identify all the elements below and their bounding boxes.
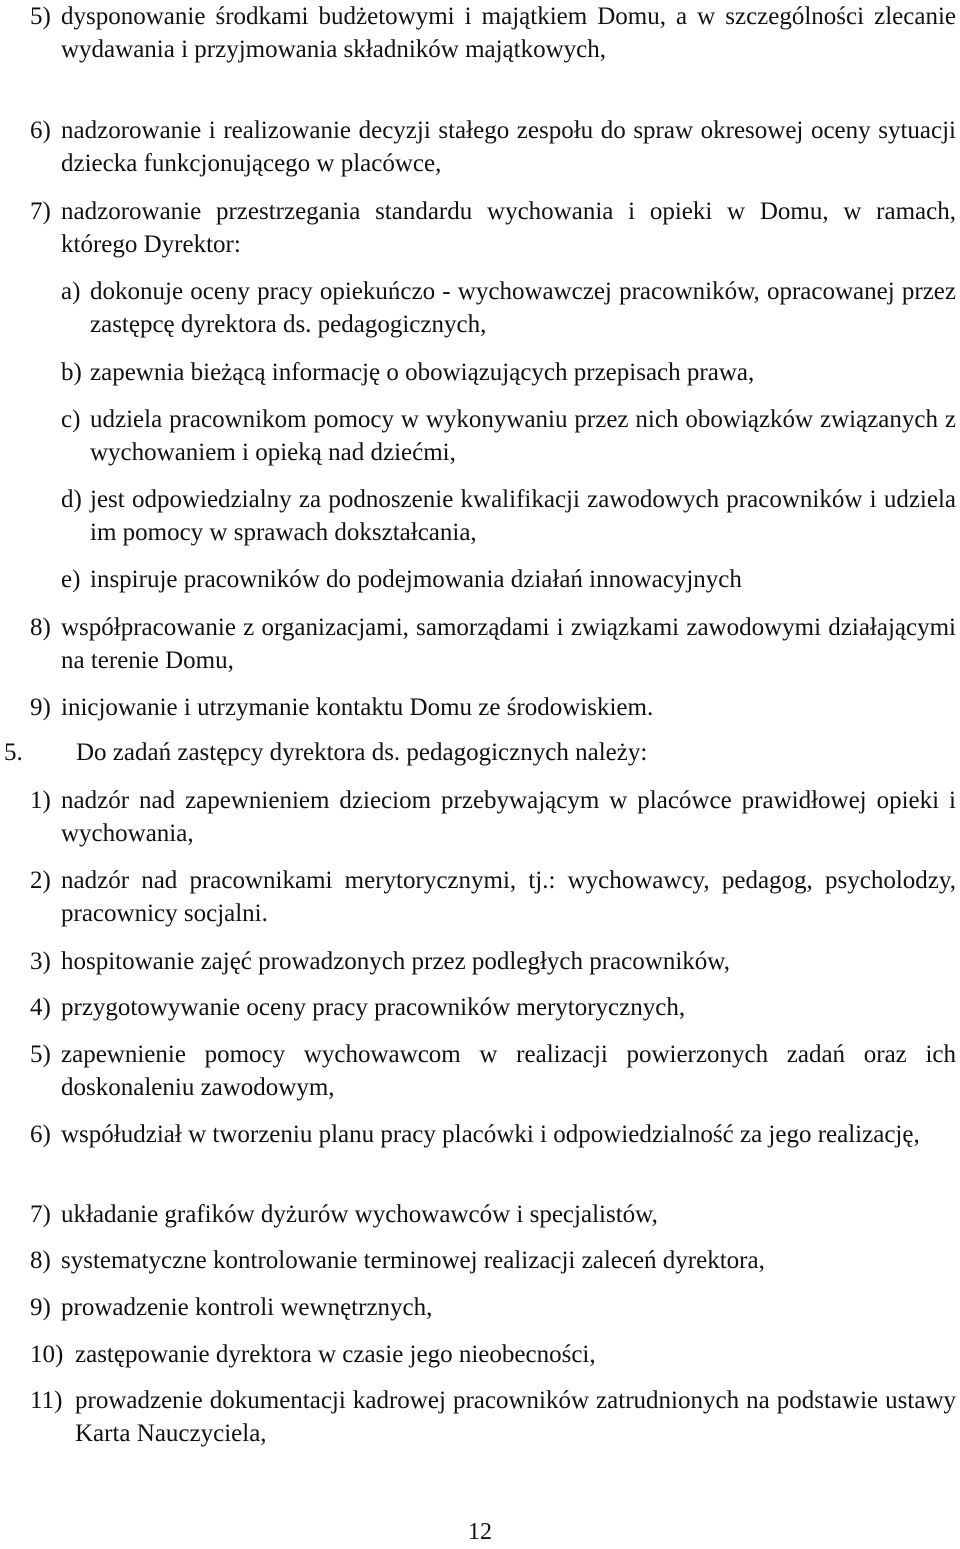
list-item-text: zastępowanie dyrektora w czasie jego nieobecności, <box>75 1341 596 1368</box>
list-item <box>30 114 956 180</box>
list-item-text: inicjowanie i utrzymanie kontaktu Domu ze środowiskiem. <box>61 694 654 721</box>
list-item <box>30 1291 956 1324</box>
sublist-item <box>61 483 956 549</box>
sublist-item-text: zapewnia bieżącą informację o obowiązujących przepisach prawa, <box>90 359 755 386</box>
list-item-number: 9) <box>30 694 51 721</box>
sublist-item-text: dokonuje oceny pracy opiekuńczo - wychowawczej pracowników, opracowanej przez zastępcę dyrektora ds. pedagogicznych, <box>90 278 956 338</box>
list-item <box>30 195 956 261</box>
list-item-number: 9) <box>30 1294 51 1321</box>
list-item <box>30 1038 956 1104</box>
list-item-text: nadzorowanie przestrzegania standardu wychowania i opieki w Domu, w ramach, którego Dyrektor: <box>61 198 956 258</box>
list-item-number: 5) <box>30 1041 51 1068</box>
list-item <box>30 864 956 930</box>
section-title: Do zadań zastępcy dyrektora ds. pedagogicznych należy: <box>76 739 648 766</box>
sublist-item <box>61 275 956 341</box>
list-item-text: współudział w tworzeniu planu pracy placówki i odpowiedzialność za jego realizację, <box>61 1121 920 1148</box>
section-number: 5. <box>4 739 23 766</box>
list-item-text: układanie grafików dyżurów wychowawców i specjalistów, <box>61 1201 658 1228</box>
sublist-item-text: jest odpowiedzialny za podnoszenie kwalifikacji zawodowych pracowników i udziela im pomocy w sprawach dokształcania, <box>90 486 956 546</box>
list-item-number: 11) <box>30 1387 63 1414</box>
list-item-text: prowadzenie dokumentacji kadrowej pracowników zatrudnionych na podstawie ustawy Karta Nauczyciela, <box>75 1387 956 1447</box>
list-item <box>30 1198 956 1231</box>
sublist-item-text: udziela pracownikom pomocy w wykonywaniu przez nich obowiązków związanych z wychowaniem i opieką nad dziećmi, <box>90 406 956 466</box>
list-item-number: 8) <box>30 1247 51 1274</box>
sublist-item <box>61 563 956 596</box>
page-number: 12 <box>468 1519 492 1545</box>
list-item <box>30 691 956 724</box>
list-item-text: zapewnienie pomocy wychowawcom w realizacji powierzonych zadań oraz ich doskonaleniu zawodowym, <box>61 1041 956 1101</box>
sublist-item-text: inspiruje pracowników do podejmowania działań innowacyjnych <box>90 566 742 593</box>
list-item <box>30 1244 956 1277</box>
list-item <box>30 784 956 850</box>
list-item <box>30 0 956 66</box>
sublist-item <box>61 403 956 469</box>
list-item-text: nadzór nad zapewnieniem dzieciom przebywającym w placówce prawidłowej opieki i wychowania, <box>61 787 956 847</box>
list-item-text: systematyczne kontrolowanie terminowej realizacji zaleceń dyrektora, <box>61 1247 765 1274</box>
list-item <box>30 1118 956 1151</box>
list-item-number: 1) <box>30 787 51 814</box>
sublist-item-letter: e) <box>61 566 81 593</box>
list-item-text: dysponowanie środkami budżetowymi i majątkiem Domu, a w szczególności zlecanie wydawania i przyjmowania składników majątkowych, <box>61 3 956 63</box>
list-item-number: 10) <box>30 1341 64 1368</box>
list-item-text: przygotowywanie oceny pracy pracowników merytorycznych, <box>61 994 686 1021</box>
list-item <box>30 1338 956 1371</box>
list-item-number: 2) <box>30 867 51 894</box>
list-item-number: 4) <box>30 994 51 1021</box>
list-item-text: współpracowanie z organizacjami, samorządami i związkami zawodowymi działającymi na terenie Domu, <box>61 614 956 674</box>
sublist-item-letter: a) <box>61 278 81 305</box>
sublist-item-letter: c) <box>61 406 81 433</box>
list-item-number: 7) <box>30 1201 51 1228</box>
list-item-text: nadzór nad pracownikami merytorycznymi, tj.: wychowawcy, pedagog, psycholodzy, pracownicy socjalni. <box>61 867 956 927</box>
sublist-item <box>61 356 956 389</box>
list-item <box>30 1384 956 1450</box>
list-item-number: 6) <box>30 117 51 144</box>
list-item-number: 5) <box>30 3 51 30</box>
list-item-number: 8) <box>30 614 51 641</box>
list-item-number: 3) <box>30 948 51 975</box>
sublist-item-letter: d) <box>61 486 82 513</box>
section-heading <box>4 736 954 769</box>
list-item <box>30 991 956 1024</box>
list-item-text: nadzorowanie i realizowanie decyzji stałego zespołu do spraw okresowej oceny sytuacji dziecka funkcjonującego w placówce, <box>61 117 956 177</box>
sublist-item-letter: b) <box>61 359 82 386</box>
list-item <box>30 611 956 677</box>
list-item <box>30 945 956 978</box>
list-item-number: 6) <box>30 1121 51 1148</box>
list-item-number: 7) <box>30 198 51 225</box>
list-item-text: hospitowanie zajęć prowadzonych przez podległych pracowników, <box>61 948 730 975</box>
list-item-text: prowadzenie kontroli wewnętrznych, <box>61 1294 433 1321</box>
